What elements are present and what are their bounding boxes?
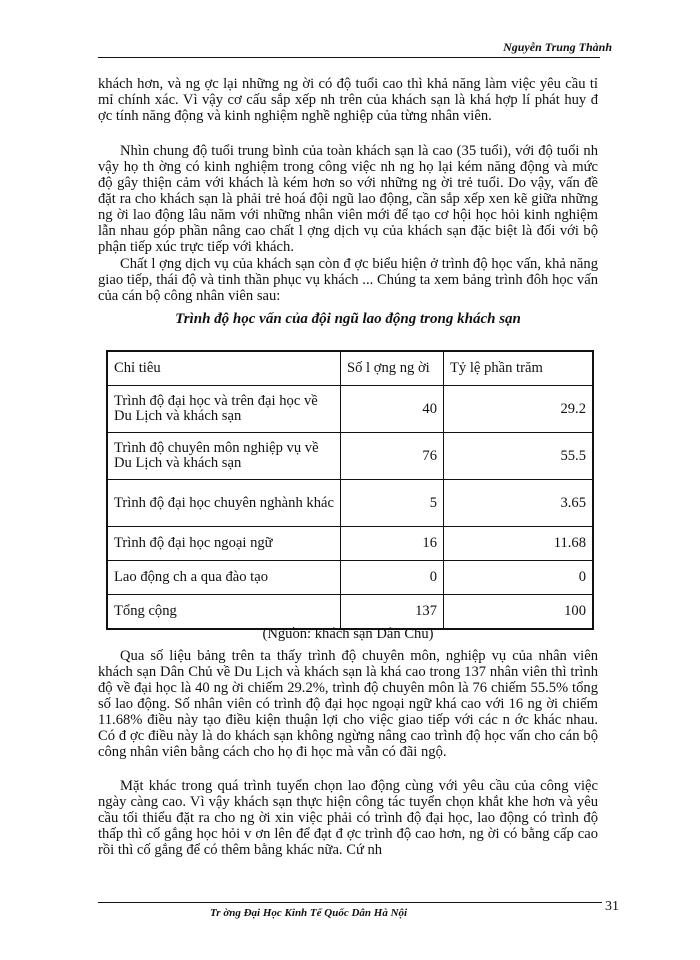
table-cell: 137 xyxy=(341,595,444,630)
table-row xyxy=(107,561,593,595)
paragraph-1: khách hơn, và ng ợc lại những ng ời có độ tuổi cao thì khả năng làm việc yêu cầu tỉ mỉ chính xác. Vì vậy cơ cấu sắp xếp nh trên của khách sạn là khá hợp lí phát huy đ ợc tính năng động và kinh nghiệm nghề nghiệp của từng nhân viên. xyxy=(98,76,598,124)
table-cell: 29.2 xyxy=(444,386,594,433)
header-rule xyxy=(98,57,600,58)
table-header-cell: Số l ợng ng ời xyxy=(341,351,444,386)
table-cell: 76 xyxy=(341,433,444,480)
table-total-row xyxy=(107,595,593,630)
table-cell: 40 xyxy=(341,386,444,433)
table-cell: 11.68 xyxy=(444,527,594,561)
education-table xyxy=(106,350,594,630)
table-cell: Tổng cộng xyxy=(107,595,341,630)
header-author: Nguyễn Trung Thành xyxy=(503,40,612,54)
table-cell: 100 xyxy=(444,595,594,630)
table-cell: Trình độ đại học chuyên nghành khác xyxy=(107,480,341,527)
paragraph-5: Mặt khác trong quá trình tuyển chọn lao động cùng với yêu cầu của công việc ngày càng cao. Vì vậy khách sạn thực hiện công tác tuyển chọn khắt khe hơn và yêu cầu tối thiểu đặt ra cho ng ời xin việc phải có trình độ đại học, lao động có trình độ thấp thì cố gắng học hỏi v ơn lên để đạt đ ợc trình độ cao hơn, ng ời có bằng cấp cao rồi thì cố gắng để có thêm bằng khác nữa. Cứ nh xyxy=(98,778,598,858)
table-cell: 55.5 xyxy=(444,433,594,480)
paragraph-3: Chất l ợng dịch vụ của khách sạn còn đ ợc biểu hiện ở trình độ học vấn, khả năng giao tiếp, thái độ và tinh thần phục vụ khách ... Chúng ta xem bảng trình đôh học vấn của cán bộ công nhân viên sau: xyxy=(98,256,598,304)
table-row xyxy=(107,433,593,480)
table-cell: 0 xyxy=(444,561,594,595)
table-cell: 5 xyxy=(341,480,444,527)
footer-rule xyxy=(98,902,602,903)
table-source: (Nguồn: khách sạn Dân Chủ) xyxy=(262,626,434,642)
table-row xyxy=(107,527,593,561)
table-cell: 3.65 xyxy=(444,480,594,527)
table-cell: Trình độ đại học và trên đại học về Du Lịch và khách sạn xyxy=(107,386,341,433)
page-number: 31 xyxy=(605,899,619,914)
table-cell: Lao động ch a qua đào tạo xyxy=(107,561,341,595)
table-row xyxy=(107,480,593,527)
paragraph-4: Qua số liệu bảng trên ta thấy trình độ chuyên môn, nghiệp vụ của nhân viên khách sạn Dân Chủ về Du Lịch và khách sạn là khá cao trong 137 nhân viên thì trình độ về đại học là 40 ng ời chiếm 29.2%, trình độ chuyên môn là 76 chiếm 55.5% tổng số lao động. Số nhân viên có trình độ đại học ngoại ngữ khá cao với 16 ng ời chiếm 11.68% điều này tạo điều kiện thuận lợi cho việc giao tiếp với các n ớc khác nhau. Có đ ợc điều này là do khách sạn không ngừng nâng cao trình độ học vấn cho cán bộ công nhân viên bằng cách cho họ đi học mà vẫn có đãi ngộ. xyxy=(98,648,598,760)
footer-school: Tr ờng Đại Học Kinh Tế Quốc Dân Hà Nội xyxy=(210,907,408,919)
table-cell: 16 xyxy=(341,527,444,561)
table-cell: Trình độ đại học ngoại ngữ xyxy=(107,527,341,561)
table-row xyxy=(107,386,593,433)
paragraph-2: Nhìn chung độ tuổi trung bình của toàn khách sạn là cao (35 tuổi), với độ tuổi nh vậy họ th ờng có kinh nghiệm trong công việc nh ng họ lại kém năng động và mức độ gây thiện cảm với khách là kém hơn so với những ng ời trẻ tuổi. Do vậy, vấn đề đặt ra cho khách sạn là phải trẻ hoá đội ngũ lao động, cần sắp xếp xen kẽ giữa những ng ời lao động lâu năm với những nhân viên mới để tạo cơ hội học hỏi kinh nghiệm lẫn nhau góp phần nâng cao chất l ợng dịch vụ của khách sạn đặc biệt là đối với bộ phận tiếp xúc trực tiếp với khách. xyxy=(98,143,598,255)
table-cell: 0 xyxy=(341,561,444,595)
table-cell: Trình độ chuyên môn nghiệp vụ về Du Lịch và khách sạn xyxy=(107,433,341,480)
table-header-row xyxy=(107,351,593,386)
table-header-cell: Chỉ tiêu xyxy=(107,351,341,386)
table-caption: Trình độ học vấn của đội ngũ lao động trong khách sạn xyxy=(175,311,521,327)
table-header-cell: Tỷ lệ phần trăm xyxy=(444,351,594,386)
